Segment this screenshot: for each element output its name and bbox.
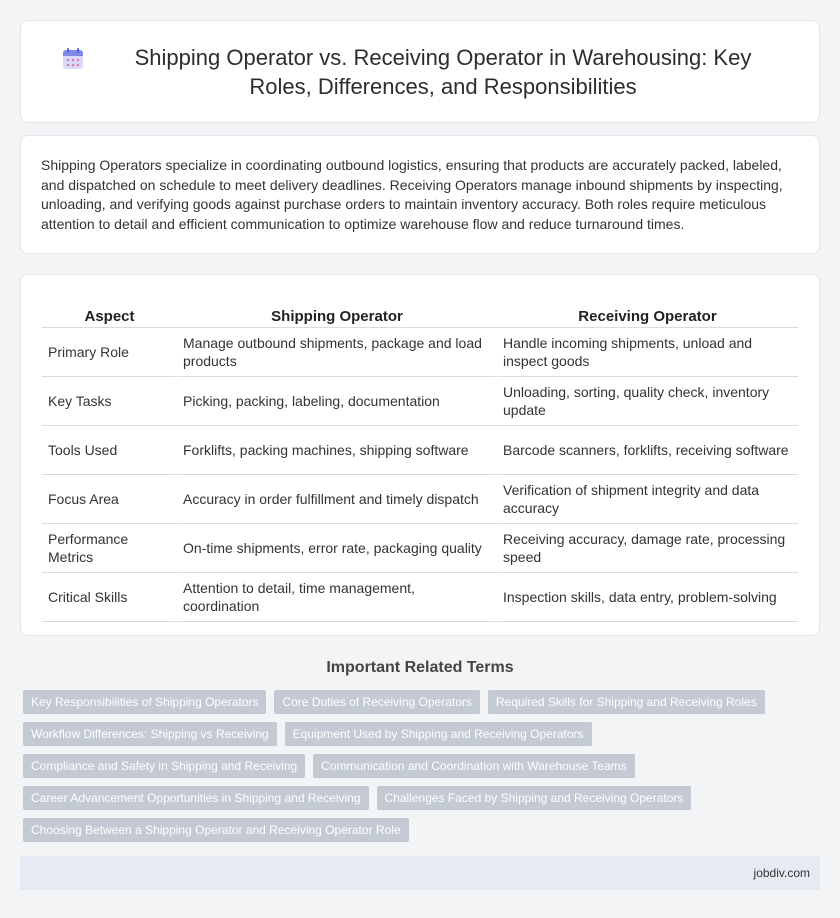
row-aspect: Performance Metrics	[42, 524, 177, 573]
page-title: Shipping Operator vs. Receiving Operator in Warehousing: Key Roles, Differences, and Responsibilities	[134, 44, 752, 99]
row-receiving: Receiving accuracy, damage rate, processing speed	[497, 524, 798, 573]
row-shipping: Accuracy in order fulfillment and timely dispatch	[177, 475, 497, 524]
header-receiving-operator: Receiving Operator	[497, 297, 798, 328]
related-term-tag[interactable]: Communication and Coordination with Warehouse Teams	[313, 754, 635, 778]
row-receiving: Verification of shipment integrity and data accuracy	[497, 475, 798, 524]
footer-site[interactable]: jobdiv.com	[753, 866, 810, 880]
row-receiving: Unloading, sorting, quality check, inventory update	[497, 377, 798, 426]
row-aspect: Primary Role	[42, 328, 177, 377]
table-row	[42, 524, 798, 573]
header-card	[20, 20, 820, 123]
table-header-row	[42, 297, 798, 328]
row-shipping: Manage outbound shipments, package and load products	[177, 328, 497, 377]
comparison-table	[42, 297, 798, 622]
intro-card	[20, 135, 820, 254]
table-row	[42, 377, 798, 426]
table-row	[42, 475, 798, 524]
row-shipping: Attention to detail, time management, coordination	[177, 573, 497, 622]
related-term-tag[interactable]: Compliance and Safety in Shipping and Receiving	[23, 754, 305, 778]
footer	[20, 856, 820, 890]
row-shipping: On-time shipments, error rate, packaging quality	[177, 524, 497, 573]
table-row	[42, 328, 798, 377]
row-shipping: Forklifts, packing machines, shipping software	[177, 426, 497, 475]
row-aspect: Key Tasks	[42, 377, 177, 426]
table-row	[42, 426, 798, 475]
row-aspect: Critical Skills	[42, 573, 177, 622]
related-term-tag[interactable]: Workflow Differences: Shipping vs Receiving	[23, 722, 277, 746]
row-receiving: Barcode scanners, forklifts, receiving software	[497, 426, 798, 475]
related-term-tag[interactable]: Core Duties of Receiving Operators	[274, 690, 479, 714]
header-aspect: Aspect	[42, 297, 177, 328]
related-term-tag[interactable]: Career Advancement Opportunities in Shipping and Receiving	[23, 786, 369, 810]
related-terms-list	[20, 690, 820, 842]
related-term-tag[interactable]: Required Skills for Shipping and Receiving Roles	[488, 690, 765, 714]
row-receiving: Inspection skills, data entry, problem-solving	[497, 573, 798, 622]
comparison-card	[20, 274, 820, 636]
header-shipping-operator: Shipping Operator	[177, 297, 497, 328]
related-term-tag[interactable]: Equipment Used by Shipping and Receiving Operators	[285, 722, 592, 746]
related-terms-title: Important Related Terms	[326, 659, 514, 676]
related-term-tag[interactable]: Choosing Between a Shipping Operator and Receiving Operator Role	[23, 818, 409, 842]
row-receiving: Handle incoming shipments, unload and inspect goods	[497, 328, 798, 377]
row-shipping: Picking, packing, labeling, documentation	[177, 377, 497, 426]
header	[61, 43, 779, 101]
related-term-tag[interactable]: Key Responsibilities of Shipping Operators	[23, 690, 266, 714]
calendar-icon	[61, 47, 85, 71]
row-aspect: Focus Area	[42, 475, 177, 524]
intro-paragraph: Shipping Operators specialize in coordinating outbound logistics, ensuring that products are accurately packed, labeled, and dispatched on schedule to meet delivery deadlines. Receiving Operators manage inbound shipments by inspecting, unloading, and verifying goods against purchase orders to maintain inventory accuracy. Both roles require meticulous attention to detail and efficient communication to optimize warehouse flow and reduce turnaround times.	[41, 157, 783, 232]
related-term-tag[interactable]: Challenges Faced by Shipping and Receiving Operators	[377, 786, 692, 810]
table-row	[42, 573, 798, 622]
row-aspect: Tools Used	[42, 426, 177, 475]
